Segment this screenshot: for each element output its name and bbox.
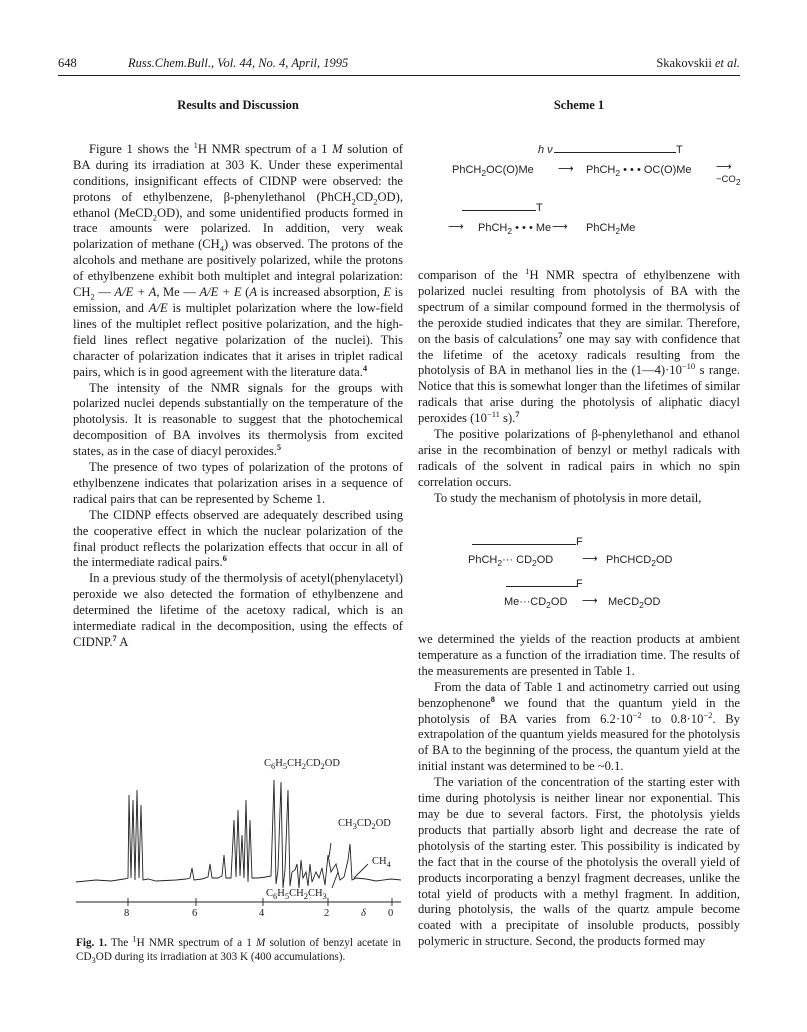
free-pair-label-1: F [576, 536, 583, 548]
section-title: Results and Discussion [177, 98, 299, 112]
product-phenylethanol: PhCHCD$_2$OD [606, 554, 673, 569]
arrow-3: ⟶ [448, 221, 464, 233]
tick-label-4: 4 [259, 908, 265, 919]
product-ethylbenzene: PhCH$_2$Me [586, 222, 636, 237]
scheme-title: Scheme 1 [553, 98, 605, 112]
paragraph-4: The CIDNP effects observed are adequately described using the cooperative effect in which the nuclear polarization of the final product reflects the polarization effects that occur in all of the intermediate radical pairs.$^6$ [73, 507, 403, 570]
paragraph-r6: The variation of the concentration of the starting ester with time during photolysis is neither linear nor exponential. This may be due to several factors. First, the photolysis yields products that partially absorb light and decrease the rate of photolysis of the starting ester. This possibility is indicated by the fact that in the course of the photolysis the overall yield of products incorporating a benzyl fragment decreases, unlike the total yield of products with a methyl fragment. In addition, during photolysis, the walls of the quartz ampule become coated with a precipitate of insoluble products, possibly polymeric in structure. Second, the products formed may [418, 775, 740, 949]
peak-label-ethylbenzene: $C_6H_5CH_2CH_3$ [266, 888, 327, 902]
tick-label-8: 8 [124, 908, 130, 919]
figure-caption: Fig. 1. The $^1$H NMR spectrum of a 1 M solution of benzyl acetate in $CD_3OD$ during its irradiation at 303 K (400 accumulations). [76, 933, 401, 966]
nmr-spectrum-plot [76, 760, 401, 930]
paragraph-r3: To study the mechanism of photolysis in more detail, [434, 490, 702, 505]
right-column-top [418, 265, 741, 507]
arrow-5: ⟶ [582, 553, 598, 565]
reactant: PhCH$_2$OC(O)Me [452, 164, 534, 179]
triplet-label-2: T [536, 202, 543, 214]
hv-label: h ν [538, 144, 553, 156]
page-number: 648 [58, 56, 77, 70]
scheme2-bracket-1 [472, 544, 576, 545]
free-pair-1: PhCH$_2$··· $CD_2OD$ [468, 554, 554, 569]
scheme-bracket-line-2 [462, 210, 536, 211]
free-pair-label-2: F [576, 578, 583, 590]
peak-label-ethanol: $CH_3CD_2OD$ [338, 818, 391, 832]
authors: Skakovskii et al. [656, 56, 740, 70]
paragraph-r4: we determined the yields of the reaction products at ambient temperature as a function of the irradiation time. The results of the measurements are presented in Table 1. [418, 632, 740, 678]
nmr-spectrum-figure [76, 760, 401, 930]
paragraph-r1: comparison of the $^1$H NMR spectra of ethylbenzene with polarized nuclei resulting from photolysis of BA with the spectrum of a similar compound formed in the thermolysis of the peroxide studied indicates that they are similar. Therefore, on the basis of calculations$^7$ one may say with confidence that the lifetime of the acetoxy radicals resulting from the photolysis of BA in methanol lies in the $(1—4)\cdot 10^{-10}$ s range. Notice that this is somewhat longer than the lifetimes of similar radicals that arise during the photolysis of aliphatic diacyl peroxides ($10^{-11}$ s).$^7$ [418, 265, 741, 426]
triplet-label: T [676, 144, 683, 156]
peak-label-methane: $CH_4$ [372, 856, 391, 870]
radical-pair-1: PhCH$_2$ • • • OC(O)Me [586, 164, 692, 179]
paragraph-2: The intensity of the NMR signals for the groups with polarized nuclei depends substantially on the temperature of the photolysis. It is reasonable to suggest that the photochemical decomposition of BA involves its thermolysis from excited states, as in the case of diacyl peroxides.$^5$ [73, 380, 403, 459]
paragraph-3: The presence of two types of polarization of the protons of ethylbenzene indicates that polarization arises in a sequence of radical pairs that can be represented by Scheme 1. [73, 460, 403, 506]
tick-label-0: 0 [388, 908, 394, 919]
arrow-6: ⟶ [582, 595, 598, 607]
axis-label-delta: δ [361, 908, 366, 919]
radical-pair-2: PhCH$_2$ • • • Me [478, 222, 552, 237]
scheme-2 [460, 536, 700, 612]
journal-citation: Russ.Chem.Bull., Vol. 44, No. 4, April, 1995 [128, 56, 349, 70]
paragraph-1: Figure 1 shows the $^1$H NMR spectrum of a 1 M solution of BA during its irradiation at 303 K. Under these experimental conditions, insignificant effects of CIDNP were observed: the protons of ethylbenzene, β-phenylethanol $(PhCH_2CD_2OD)$, ethanol (MeCD$_2$OD), and some unidentified products formed in trace amounts were polarized. In addition, very weak polarization of methane $(CH_4)$ was observed. The protons of the alcohols and methane are positively polarized, while the protons of ethylbenzene exhibit both multiplet and integral polarization: $CH_2$ — A/E + A, Me — A/E + E (A is increased absorption, E is emission, and A/E is multiplet polarization where the low-field lines of the multiplet reflect positive polarization, and the high-field lines reflect negative polarization of the nuclei). This character of polarization indicates that it arises in triplet radical pairs, which is in good agreement with the literature data.$^4$ [73, 139, 404, 379]
spectrum-trace [76, 780, 401, 888]
scheme2-bracket-2 [506, 586, 578, 587]
left-column [73, 96, 403, 651]
paragraph-r2: The positive polarizations of β-phenylethanol and ethanol arise in the recombination of benzyl or methyl radicals with radicals of the solvent in radical pairs in which no spin correlation occurs. [418, 427, 740, 489]
arrow-1: ⟶ [558, 163, 574, 175]
tick-label-6: 6 [192, 908, 198, 919]
tick-label-2: 2 [324, 908, 330, 919]
arrow-2: ⟶ [716, 161, 732, 173]
scheme-1 [420, 144, 740, 244]
scheme-bracket-line [554, 152, 676, 153]
product-ethanol: MeCD$_2$OD [608, 596, 661, 611]
free-pair-2: $Me\cdot\cdot\cdot CD_2OD$ [504, 596, 568, 611]
arrow-4: ⟶ [552, 221, 568, 233]
paragraph-5: In a previous study of the thermolysis of acetyl(phenylacetyl) peroxide we also detected the formation of ethylbenzene and determined the lifetime of the acetoxy radical, which is an intermediate radical in the decomposition, using the effects of CIDNP.$^7$ A [73, 571, 403, 649]
paragraph-r5: From the data of Table 1 and actinometry carried out using benzophenone$^8$ we found that the quantum yield in the photolysis of BA varies from $6.2\cdot 10^{-2}$ to $0.8\cdot 10^{-2}$. By extrapolation of the quantum yields measured for the photolysis of BA to the beginning of the process, the quantum yield at the initial instant was determined to be ~0.1. [418, 679, 740, 774]
right-column-bottom [418, 632, 740, 950]
peak-label-phenylethanol: $C_6H_5CH_2CD_2OD$ [264, 758, 340, 772]
header-rule [58, 75, 740, 76]
co2-loss-label: $-CO_2$ [716, 174, 741, 187]
running-header [58, 56, 740, 72]
